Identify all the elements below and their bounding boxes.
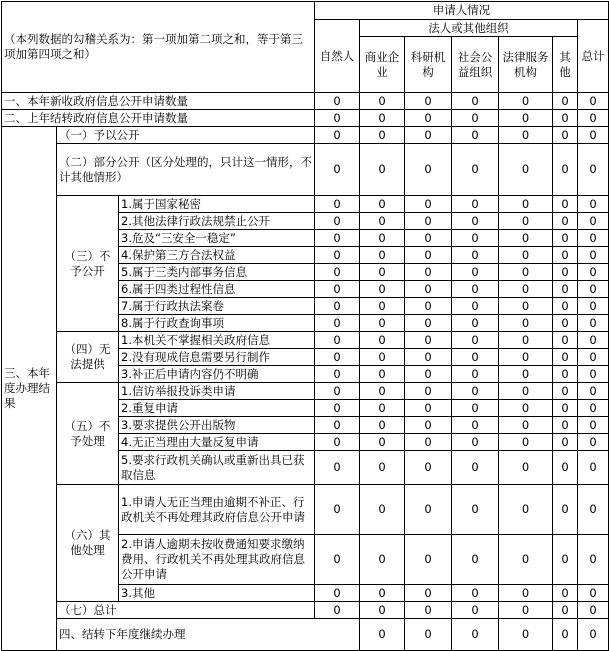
cell-value: 0 [553, 383, 578, 400]
subsection-label: （四）无法提供 [57, 332, 119, 383]
cell-value: 0 [405, 485, 452, 535]
header-research: 科研机构 [405, 37, 452, 93]
cell-value: 0 [315, 332, 360, 349]
cell-value: 0 [405, 281, 452, 298]
row-label: 3.其他 [119, 585, 315, 602]
cell-value: 0 [315, 400, 360, 417]
cell-value: 0 [315, 264, 360, 281]
row-label: 1.属于国家秘密 [119, 196, 315, 213]
cell-value: 0 [553, 264, 578, 281]
table-row [2, 619, 609, 651]
cell-value: 0 [452, 247, 499, 264]
header-total: 总计 [578, 20, 609, 93]
cell-value: 0 [578, 247, 609, 264]
cell-value: 0 [452, 602, 499, 619]
cell-value: 0 [360, 315, 405, 332]
cell-value: 0 [553, 485, 578, 535]
cell-value: 0 [452, 298, 499, 315]
cell-value: 0 [578, 619, 609, 651]
cell-value: 0 [452, 144, 499, 196]
cell-value: 0 [405, 602, 452, 619]
cell-value: 0 [499, 451, 553, 485]
cell-value: 0 [578, 535, 609, 585]
row-label: 7.属于行政执法案卷 [119, 298, 315, 315]
cell-value: 0 [499, 247, 553, 264]
cell-value: 0 [499, 400, 553, 417]
cell-value: 0 [499, 383, 553, 400]
cell-value: 0 [360, 602, 405, 619]
cell-value: 0 [499, 93, 553, 110]
cell-value: 0 [499, 602, 553, 619]
cell-value: 0 [315, 451, 360, 485]
cell-value: 0 [315, 110, 360, 127]
cell-value: 0 [553, 230, 578, 247]
cell-value: 0 [315, 434, 360, 451]
cell-value: 0 [315, 298, 360, 315]
cell-value: 0 [360, 213, 405, 230]
cell-value: 0 [452, 366, 499, 383]
cell-value: 0 [405, 247, 452, 264]
cell-value: 0 [452, 535, 499, 585]
row-label: （二）部分公开（区分处理的，只计这一情形，不计其他情形） [57, 144, 315, 196]
cell-value: 0 [360, 93, 405, 110]
row-label: 5.要求行政机关确认或重新出具已获取信息 [119, 451, 315, 485]
cell-value: 0 [452, 434, 499, 451]
cell-value: 0 [452, 332, 499, 349]
cell-value: 0 [578, 585, 609, 602]
cell-value: 0 [360, 230, 405, 247]
cell-value: 0 [499, 298, 553, 315]
row-label: 3.危及“三安全一稳定” [119, 230, 315, 247]
row-label: 4.无正当理由大量反复申请 [119, 434, 315, 451]
row-label: 2.申请人逾期未按收费通知要求缴纳费用、行政机关不再处理其政府信息公开申请 [119, 535, 315, 585]
cell-value: 0 [553, 281, 578, 298]
cell-value: 0 [499, 585, 553, 602]
cell-value: 0 [315, 93, 360, 110]
cell-value: 0 [499, 213, 553, 230]
cell-value: 0 [452, 110, 499, 127]
cell-value: 0 [578, 110, 609, 127]
header-social: 社会公益组织 [452, 37, 499, 93]
cell-value: 0 [405, 585, 452, 602]
cell-value: 0 [578, 281, 609, 298]
cell-value: 0 [405, 213, 452, 230]
cell-value: 0 [553, 247, 578, 264]
cell-value: 0 [452, 127, 499, 144]
cell-value: 0 [360, 417, 405, 434]
cell-value: 0 [578, 417, 609, 434]
cell-value: 0 [578, 485, 609, 535]
cell-value: 0 [578, 349, 609, 366]
row-label: 4.保护第三方合法权益 [119, 247, 315, 264]
cell-value: 0 [405, 619, 452, 651]
cell-value: 0 [315, 585, 360, 602]
table-row [2, 602, 609, 619]
cell-value: 0 [405, 298, 452, 315]
cell-value: 0 [405, 434, 452, 451]
cell-value: 0 [360, 535, 405, 585]
header-other: 其他 [553, 37, 578, 93]
cell-value: 0 [315, 366, 360, 383]
cell-value: 0 [405, 400, 452, 417]
cell-value: 0 [452, 213, 499, 230]
cell-value: 0 [553, 298, 578, 315]
row-label: 1.信访举报投诉类申请 [119, 383, 315, 400]
subsection-label: （三）不予公开 [57, 196, 119, 332]
cell-value: 0 [360, 485, 405, 535]
cell-value: 0 [405, 196, 452, 213]
header-natural-person: 自然人 [315, 20, 360, 93]
cell-value: 0 [452, 230, 499, 247]
section3-label: 三、本年度办理结果 [2, 127, 57, 651]
cell-value: 0 [499, 196, 553, 213]
table-row [2, 383, 609, 400]
subsection-label: （六）其他处理 [57, 485, 119, 602]
cell-value: 0 [452, 93, 499, 110]
gov-info-disclosure-table [1, 1, 609, 651]
table-row [2, 127, 609, 144]
cell-value: 0 [452, 619, 499, 651]
cell-value: 0 [360, 400, 405, 417]
row-label: 四、结转下年度继续办理 [57, 619, 360, 651]
cell-value: 0 [360, 144, 405, 196]
cell-value: 0 [553, 434, 578, 451]
cell-value: 0 [360, 366, 405, 383]
cell-value: 0 [499, 417, 553, 434]
cell-value: 0 [499, 315, 553, 332]
row-label: （七）总计 [57, 602, 315, 619]
cell-value: 0 [360, 619, 405, 651]
cell-value: 0 [553, 315, 578, 332]
row-label: （一）予以公开 [57, 127, 315, 144]
row-label: 二、上年结转政府信息公开申请数量 [2, 110, 315, 127]
cell-value: 0 [578, 196, 609, 213]
cell-value: 0 [578, 213, 609, 230]
cell-value: 0 [499, 144, 553, 196]
cell-value: 0 [315, 144, 360, 196]
cell-value: 0 [578, 434, 609, 451]
cell-value: 0 [405, 230, 452, 247]
cell-value: 0 [452, 196, 499, 213]
cell-value: 0 [405, 535, 452, 585]
cell-value: 0 [315, 247, 360, 264]
row-label: 3.要求提供公开出版物 [119, 417, 315, 434]
cell-value: 0 [578, 383, 609, 400]
cell-value: 0 [553, 619, 578, 651]
cell-value: 0 [553, 332, 578, 349]
cell-value: 0 [578, 451, 609, 485]
cell-value: 0 [499, 619, 553, 651]
table-row [2, 332, 609, 349]
cell-value: 0 [578, 602, 609, 619]
header-legal-group: 法人或其他组织 [360, 20, 578, 37]
cell-value: 0 [578, 144, 609, 196]
cell-value: 0 [553, 585, 578, 602]
cell-value: 0 [405, 417, 452, 434]
cell-value: 0 [452, 383, 499, 400]
cell-value: 0 [578, 400, 609, 417]
row-label: 8.属于行政查询事项 [119, 315, 315, 332]
cell-value: 0 [360, 585, 405, 602]
cell-value: 0 [553, 366, 578, 383]
cell-value: 0 [499, 332, 553, 349]
cell-value: 0 [315, 315, 360, 332]
cell-value: 0 [578, 127, 609, 144]
cell-value: 0 [452, 451, 499, 485]
cell-value: 0 [360, 332, 405, 349]
cell-value: 0 [553, 349, 578, 366]
row-label: 2.没有现成信息需要另行制作 [119, 349, 315, 366]
header-legal-service: 法律服务机构 [499, 37, 553, 93]
cell-value: 0 [452, 281, 499, 298]
cell-value: 0 [553, 451, 578, 485]
cell-value: 0 [452, 315, 499, 332]
cell-value: 0 [553, 417, 578, 434]
cell-value: 0 [315, 127, 360, 144]
cell-value: 0 [578, 315, 609, 332]
cell-value: 0 [553, 144, 578, 196]
cell-value: 0 [315, 383, 360, 400]
table-row [2, 485, 609, 535]
row-label: 5.属于三类内部事务信息 [119, 264, 315, 281]
row-label: 1.申请人无正当理由逾期不补正、行政机关不再处理其政府信息公开申请 [119, 485, 315, 535]
cell-value: 0 [405, 366, 452, 383]
row-label: 3.补正后申请内容仍不明确 [119, 366, 315, 383]
cell-value: 0 [553, 127, 578, 144]
table-row [2, 110, 609, 127]
cell-value: 0 [360, 264, 405, 281]
cell-value: 0 [553, 602, 578, 619]
cell-value: 0 [360, 127, 405, 144]
cell-value: 0 [553, 535, 578, 585]
cell-value: 0 [452, 485, 499, 535]
cell-value: 0 [315, 417, 360, 434]
cell-value: 0 [405, 383, 452, 400]
cell-value: 0 [452, 264, 499, 281]
cell-value: 0 [315, 196, 360, 213]
cell-value: 0 [553, 196, 578, 213]
row-label: 一、本年新收政府信息公开申请数量 [2, 93, 315, 110]
cell-value: 0 [360, 451, 405, 485]
cell-value: 0 [452, 400, 499, 417]
cell-value: 0 [405, 264, 452, 281]
cell-value: 0 [578, 264, 609, 281]
table-row [2, 93, 609, 110]
cell-value: 0 [360, 383, 405, 400]
cell-value: 0 [405, 127, 452, 144]
cell-value: 0 [405, 451, 452, 485]
cell-value: 0 [315, 349, 360, 366]
cell-value: 0 [405, 93, 452, 110]
cell-value: 0 [578, 93, 609, 110]
cell-value: 0 [405, 110, 452, 127]
cell-value: 0 [553, 213, 578, 230]
cell-value: 0 [499, 127, 553, 144]
cell-value: 0 [578, 298, 609, 315]
cell-value: 0 [452, 417, 499, 434]
cell-value: 0 [452, 349, 499, 366]
header-note: （本列数据的勾稽关系为：第一项加第二项之和，等于第三项加第四项之和） [2, 2, 315, 93]
cell-value: 0 [499, 535, 553, 585]
cell-value: 0 [452, 585, 499, 602]
cell-value: 0 [360, 196, 405, 213]
cell-value: 0 [578, 332, 609, 349]
cell-value: 0 [499, 485, 553, 535]
cell-value: 0 [360, 434, 405, 451]
cell-value: 0 [315, 602, 360, 619]
cell-value: 0 [499, 230, 553, 247]
cell-value: 0 [499, 281, 553, 298]
table-row [2, 144, 609, 196]
cell-value: 0 [360, 298, 405, 315]
cell-value: 0 [315, 213, 360, 230]
cell-value: 0 [405, 349, 452, 366]
cell-value: 0 [360, 247, 405, 264]
cell-value: 0 [360, 349, 405, 366]
cell-value: 0 [405, 315, 452, 332]
cell-value: 0 [405, 332, 452, 349]
cell-value: 0 [499, 434, 553, 451]
header-applicant-situation: 申请人情况 [315, 2, 609, 20]
cell-value: 0 [360, 281, 405, 298]
cell-value: 0 [499, 110, 553, 127]
cell-value: 0 [499, 264, 553, 281]
cell-value: 0 [315, 281, 360, 298]
cell-value: 0 [578, 230, 609, 247]
cell-value: 0 [553, 400, 578, 417]
cell-value: 0 [499, 366, 553, 383]
cell-value: 0 [553, 93, 578, 110]
table-row [2, 196, 609, 213]
row-label: 1.本机关不掌握相关政府信息 [119, 332, 315, 349]
cell-value: 0 [553, 110, 578, 127]
subsection-label: （五）不予处理 [57, 383, 119, 485]
cell-value: 0 [315, 535, 360, 585]
cell-value: 0 [315, 230, 360, 247]
cell-value: 0 [360, 110, 405, 127]
row-label: 2.其他法律行政法规禁止公开 [119, 213, 315, 230]
row-label: 2.重复申请 [119, 400, 315, 417]
cell-value: 0 [499, 349, 553, 366]
cell-value: 0 [315, 485, 360, 535]
row-label: 6.属于四类过程性信息 [119, 281, 315, 298]
cell-value: 0 [405, 144, 452, 196]
cell-value: 0 [578, 366, 609, 383]
header-commercial: 商业企业 [360, 37, 405, 93]
